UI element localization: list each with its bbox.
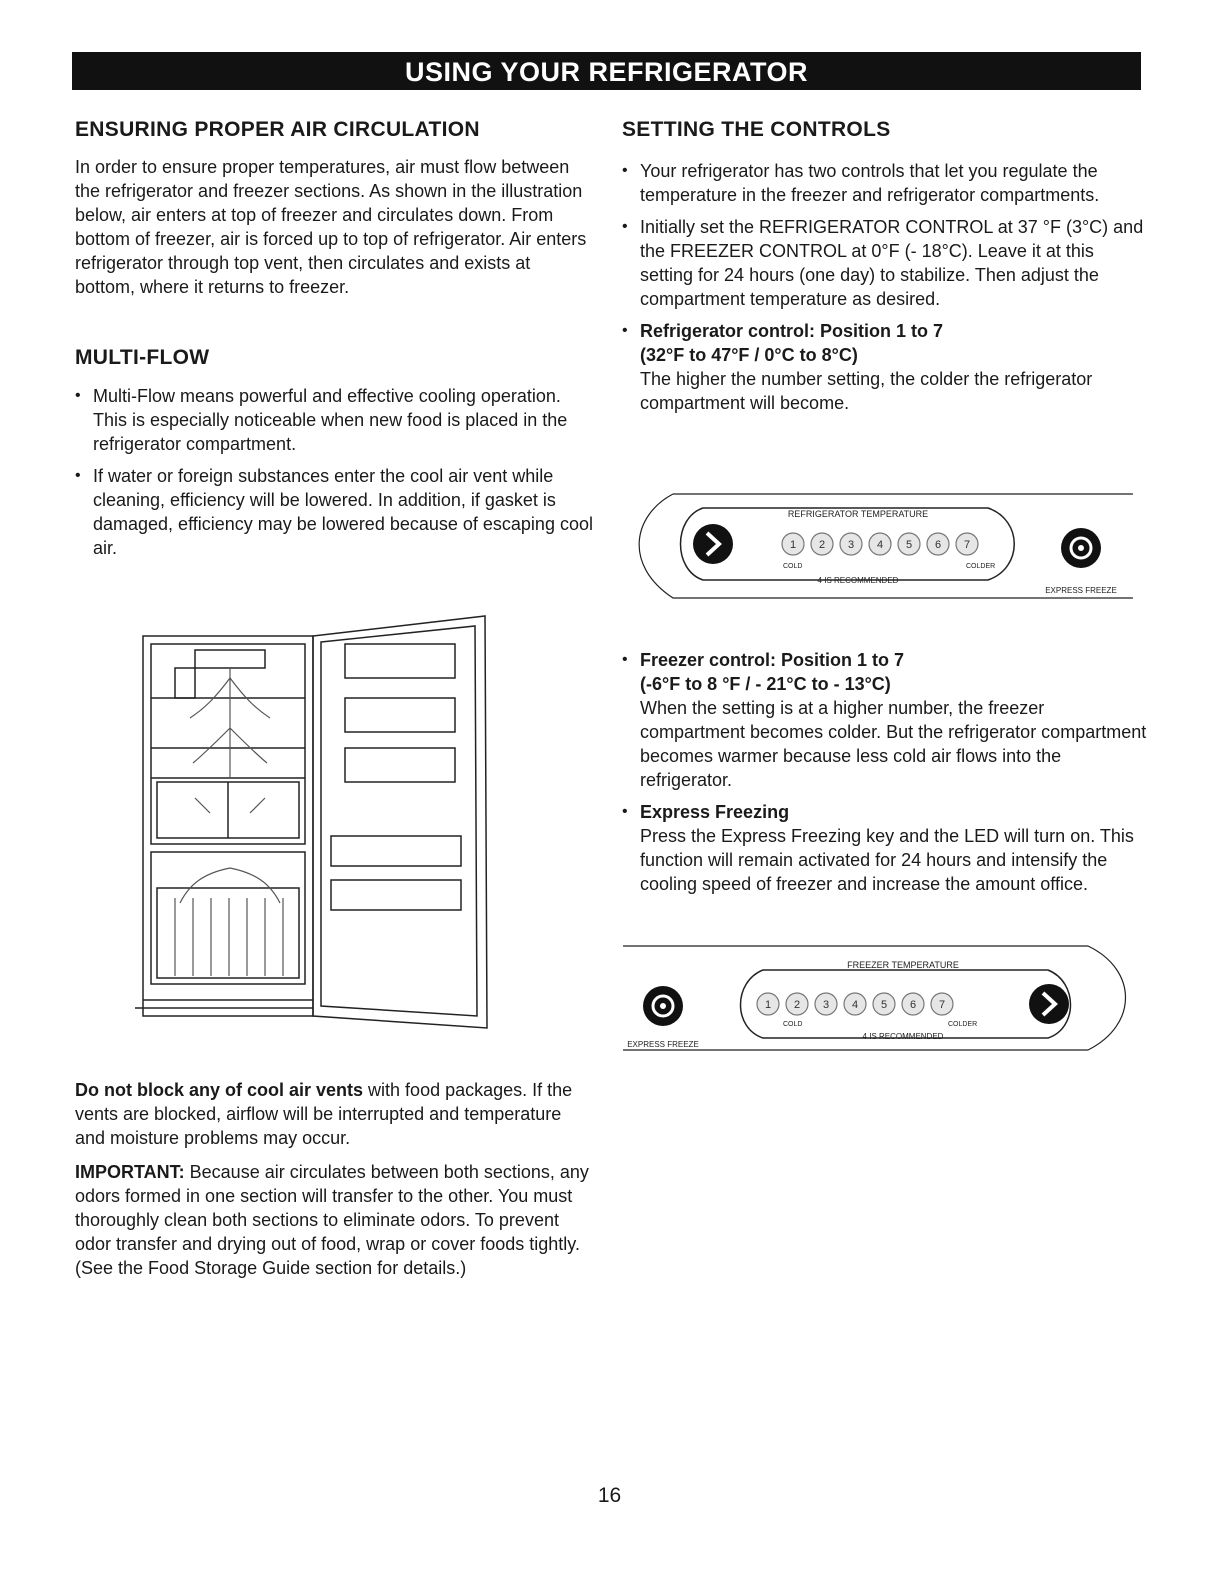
ref-control-title: Refrigerator control: Position 1 to 7 <box>640 321 944 341</box>
important-label: IMPORTANT: <box>75 1162 185 1182</box>
freezer-level-indicators <box>757 993 953 1015</box>
express-freezing-text: Press the Express Freezing key and the LED will turn on. This function will remain activated for 24 hours and intensify the cooling speed of freezer and increase the amount office. <box>640 826 1134 894</box>
freezer-level-6-label: 6 <box>909 999 917 1011</box>
list-item <box>622 648 1150 792</box>
ref-level-1-label: 1 <box>789 539 797 551</box>
air-circulation-section <box>75 118 595 299</box>
bullet-icon: • <box>75 467 81 484</box>
ref-panel-title: REFRIGERATOR TEMPERATURE <box>787 509 929 519</box>
freezer-express-freeze-button[interactable] <box>643 986 683 1026</box>
bullet-icon: • <box>622 322 628 339</box>
refrigerator-temperature-panel <box>618 490 1148 602</box>
freezer-level-5-label: 5 <box>880 999 888 1011</box>
ref-level-6-label: 6 <box>934 539 942 551</box>
ref-cold-label: COLD <box>783 563 803 570</box>
freezer-recommended-label: 4 IS RECOMMENDED <box>862 1032 944 1041</box>
multiflow-section <box>75 346 595 568</box>
vents-warning-text: with food packages. If the vents are blocked, airflow will be interrupted and temperature and moisture problems may occur. <box>75 1080 573 1148</box>
controls-list <box>622 159 1150 415</box>
page-number: 16 <box>597 1484 622 1507</box>
list-item: • Initially set the REFRIGERATOR CONTROL at 37 °F (3°C) and the FREEZER CONTROL at 0°F (- 18°C). Leave it at this setting for 24 hours (one day) to stabilize. Then adjust the compartment temperature as desired. <box>622 217 1144 309</box>
bullet-icon: • <box>622 651 628 668</box>
ref-level-5-label: 5 <box>905 539 913 551</box>
list-item <box>622 800 1150 896</box>
important-text: Because air circulates between both sections, any odors formed in one section will transfer to the other. You must thoroughly clean both sections to eliminate odors. To prevent odor transfer and drying out of food, wrap or cover foods tightly. (See the Food Storage Guide section for details.) <box>75 1162 589 1278</box>
freezer-list <box>622 648 1150 896</box>
list-item: • Multi-Flow means powerful and effective cooling operation. This is especially noticeable when new food is placed in the refrigerator compartment. <box>75 386 568 454</box>
ref-level-4-label: 4 <box>876 539 884 551</box>
freezer-colder-label: COLDER <box>948 1021 978 1028</box>
freezer-control-text: When the setting is at a higher number, the freezer compartment becomes colder. But the refrigerator compartment becomes warmer because less cold air flows into the refrigerator. <box>640 698 1147 790</box>
page-banner: USING YOUR REFRIGERATOR <box>72 52 1141 90</box>
freezer-level-2-label: 2 <box>793 999 801 1011</box>
freezer-cold-label: COLD <box>783 1021 803 1028</box>
freezer-control-section <box>622 648 1150 904</box>
vents-warning-bold: Do not block any of cool air vents <box>75 1080 364 1100</box>
ref-level-indicators <box>782 533 978 555</box>
freezer-control-title: Freezer control: Position 1 to 7 <box>640 650 905 670</box>
ref-select-button[interactable] <box>693 524 733 564</box>
freezer-express-label: EXPRESS FREEZE <box>627 1040 699 1049</box>
vents-note <box>75 1078 595 1280</box>
controls-heading: SETTING THE CONTROLS <box>622 118 891 141</box>
freezer-level-4-label: 4 <box>851 999 859 1011</box>
freezer-panel-title: FREEZER TEMPERATURE <box>847 960 959 970</box>
ref-express-label: EXPRESS FREEZE <box>1045 586 1117 595</box>
list-item: • Your refrigerator has two controls that let you regulate the temperature in the freezer and refrigerator compartments. <box>622 161 1100 205</box>
multiflow-heading: MULTI-FLOW <box>75 346 210 369</box>
refrigerator-airflow-illustration <box>135 608 500 1033</box>
airflow-arrows-icon <box>175 668 283 976</box>
ref-level-2-label: 2 <box>818 539 826 551</box>
freezer-level-7-label: 7 <box>938 999 946 1011</box>
bullet-icon: • <box>75 387 81 404</box>
air-circulation-text: In order to ensure proper temperatures, air must flow between the refrigerator and freezer sections. As shown in the illustration below, air enters at top of freezer and circulates down. From bottom of freezer, air is forced up to top of refrigerator. Air enters refrigerator through top vent, then circulates and exists at bottom, where it returns to freezer. <box>75 157 587 297</box>
bullet-icon: • <box>622 218 628 235</box>
air-circulation-heading: ENSURING PROPER AIR CIRCULATION <box>75 118 480 141</box>
list-item <box>622 319 1150 415</box>
freezer-level-3-label: 3 <box>822 999 830 1011</box>
ref-express-freeze-button[interactable] <box>1061 528 1101 568</box>
list-item: • If water or foreign substances enter the cool air vent while cleaning, efficiency will be lowered. In addition, if gasket is damaged, efficiency may be lowered because of escaping cool air. <box>75 466 593 558</box>
express-freezing-title: Express Freezing <box>640 802 790 822</box>
freezer-control-range: (-6°F to 8 °F / - 21°C to - 13°C) <box>640 674 891 694</box>
ref-control-range: (32°F to 47°F / 0°C to 8°C) <box>640 345 858 365</box>
bullet-icon: • <box>622 162 628 179</box>
ref-colder-label: COLDER <box>966 563 996 570</box>
controls-section <box>622 118 1150 423</box>
multiflow-list <box>75 384 595 560</box>
freezer-temperature-panel <box>618 940 1148 1055</box>
freezer-level-1-label: 1 <box>764 999 772 1011</box>
freezer-select-button[interactable] <box>1029 984 1069 1024</box>
ref-control-text: The higher the number setting, the colder the refrigerator compartment will become. <box>640 369 1093 413</box>
ref-recommended-label: 4 IS RECOMMENDED <box>817 576 899 585</box>
bullet-icon: • <box>622 803 628 820</box>
ref-level-3-label: 3 <box>847 539 855 551</box>
ref-level-7-label: 7 <box>963 539 971 551</box>
